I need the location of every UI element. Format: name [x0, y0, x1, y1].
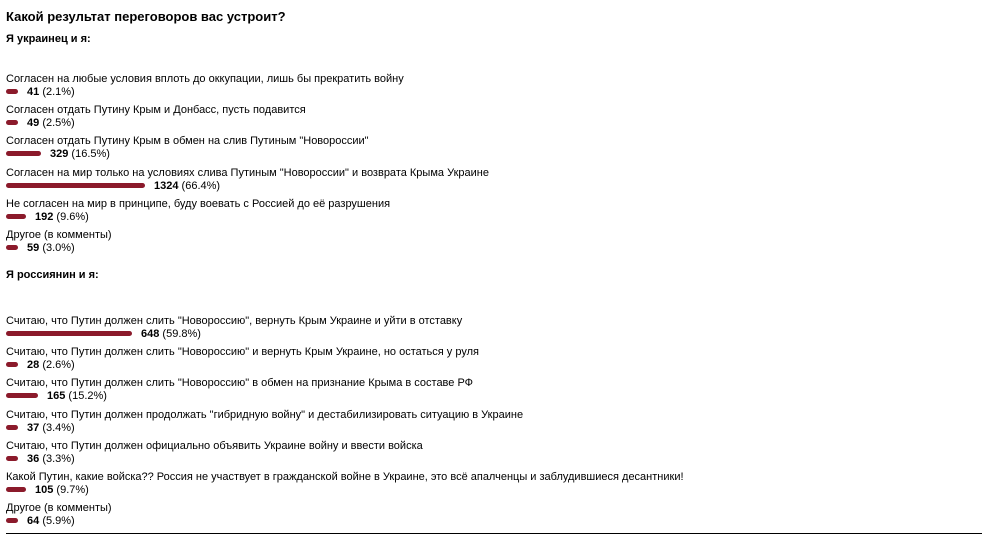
- option-label: Считаю, что Путин должен продолжать "гибридную войну" и дестабилизировать ситуацию в Украине: [6, 408, 524, 421]
- vote-percent: (15.2%): [68, 390, 107, 403]
- option-label: Согласен отдать Путину Крым и Донбасс, пусть подавится: [6, 104, 306, 117]
- vote-count: 192: [35, 210, 54, 223]
- result-bar: [6, 245, 18, 250]
- result-bar: [6, 89, 18, 94]
- result-bar: [6, 214, 26, 219]
- vote-count: 648: [141, 328, 160, 340]
- option-label: Считаю, что Путин должен слить "Новороссию" и вернуть Крым Украине, но остаться у руля: [6, 346, 479, 359]
- poll-option: [6, 440, 976, 468]
- vote-count: 105: [35, 484, 54, 496]
- vote-percent: (5.9%): [42, 515, 75, 528]
- result-bar: [6, 518, 18, 523]
- option-label: Какой Путин, какие войска?? Россия не участвует в гражданской войне в Украине, это всё апалченцы и заблудившиеся десантники!: [6, 471, 684, 483]
- result-bar: [6, 331, 132, 336]
- option-label: Считаю, что Путин должен официально объявить Украине войну и ввести войска: [6, 439, 423, 452]
- vote-percent: (2.1%): [42, 86, 75, 98]
- poll-title: Какой результат переговоров вас устроит?: [6, 9, 286, 24]
- poll-option: [6, 229, 976, 257]
- result-bar: [6, 151, 41, 156]
- option-label: Согласен на любые условия вплоть до оккупации, лишь бы прекратить войну: [6, 73, 404, 85]
- vote-count: 36: [27, 452, 40, 465]
- vote-count: 329: [50, 148, 69, 161]
- poll-option: [6, 73, 976, 101]
- result-bar: [6, 393, 38, 398]
- result-text: [35, 484, 89, 496]
- vote-percent: (59.8%): [162, 328, 201, 340]
- result-text: [35, 211, 89, 223]
- poll-option: [6, 471, 976, 499]
- vote-count: 28: [27, 359, 40, 372]
- result-text: [141, 328, 201, 340]
- result-text: [47, 390, 107, 402]
- vote-count: 41: [27, 86, 40, 98]
- vote-count: 165: [47, 390, 66, 403]
- vote-percent: (66.4%): [181, 179, 221, 192]
- result-text: [50, 148, 110, 160]
- vote-percent: (3.4%): [42, 421, 75, 434]
- poll-option: [6, 104, 976, 132]
- vote-percent: (3.3%): [42, 452, 75, 465]
- result-text: [27, 359, 75, 371]
- option-label: Другое (в комменты): [6, 502, 112, 515]
- vote-count: 37: [27, 421, 40, 434]
- result-bar: [6, 487, 26, 492]
- vote-count: 1324: [154, 179, 179, 192]
- poll-option: [6, 346, 976, 374]
- poll-option: [6, 377, 976, 405]
- result-text: [27, 422, 75, 434]
- result-bar: [6, 120, 18, 125]
- result-bar: [6, 456, 18, 461]
- poll-option: [6, 502, 976, 530]
- option-label: Согласен отдать Путину Крым в обмен на слив Путиным "Новороссии": [6, 135, 369, 148]
- bottom-divider: [6, 533, 982, 534]
- vote-percent: (3.0%): [42, 242, 75, 254]
- result-bar: [6, 183, 145, 188]
- result-text: [27, 117, 75, 129]
- vote-percent: (2.5%): [42, 117, 75, 130]
- vote-count: 59: [27, 242, 40, 254]
- vote-percent: (16.5%): [71, 148, 110, 161]
- poll-option: [6, 135, 976, 163]
- option-label: Считаю, что Путин должен слить "Новороссию", вернуть Крым Украине и уйти в отставку: [6, 315, 463, 327]
- option-label: Другое (в комменты): [6, 229, 112, 241]
- result-text: [27, 515, 75, 527]
- poll-option: [6, 167, 976, 195]
- result-bar: [6, 362, 18, 367]
- group-heading: Я украинец и я:: [6, 33, 91, 45]
- result-text: [154, 180, 220, 192]
- result-text: [27, 242, 75, 254]
- result-bar: [6, 425, 18, 430]
- result-text: [27, 453, 75, 465]
- vote-percent: (9.6%): [56, 210, 89, 223]
- option-label: Согласен на мир только на условиях слива Путиным "Новороссии" и возврата Крыма Украине: [6, 166, 489, 179]
- vote-percent: (2.6%): [42, 359, 75, 372]
- option-label: Считаю, что Путин должен слить "Новороссию" в обмен на признание Крыма в составе РФ: [6, 377, 474, 390]
- poll-option: [6, 198, 976, 226]
- vote-percent: (9.7%): [56, 484, 89, 496]
- poll-option: [6, 409, 976, 437]
- option-label: Не согласен на мир в принципе, буду воевать с Россией до её разрушения: [6, 197, 391, 210]
- vote-count: 49: [27, 117, 40, 130]
- vote-count: 64: [27, 515, 40, 528]
- result-text: [27, 86, 75, 98]
- poll-option: [6, 315, 976, 343]
- group-heading: Я россиянин и я:: [6, 269, 99, 281]
